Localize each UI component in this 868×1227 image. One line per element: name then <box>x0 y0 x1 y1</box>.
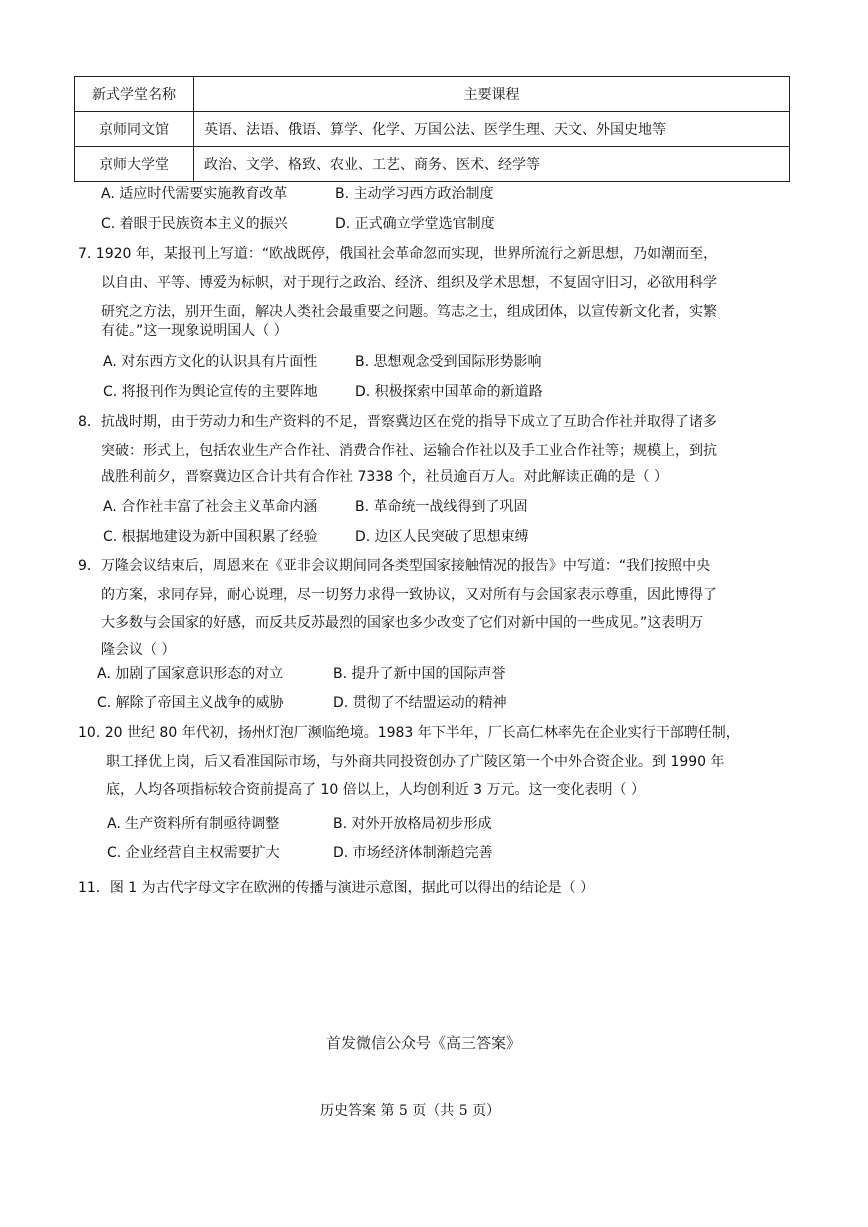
table-row <box>75 147 790 182</box>
q7-stem-line: 研究之方法，别开生面，解决人类社会最重要之问题。笃志之士，组成团体，以宣传新文化者，实繁 <box>101 304 717 320</box>
q6-option-c: C. 着眼于民族资本主义的振兴 <box>101 216 288 232</box>
q10-stem-line: 底，人均各项指标较合资前提高了 10 倍以上，人均创利近 3 万元。这一变化表明（ ） <box>106 782 645 798</box>
q7-stem-line: 有徒。”这一现象说明国人（ ） <box>101 323 288 339</box>
q6-option-b: B. 主动学习西方政治制度 <box>335 186 494 202</box>
q9-option-b: B. 提升了新中国的国际声誉 <box>333 666 506 682</box>
q8-option-c: C. 根据地建设为新中国积累了经验 <box>103 529 318 545</box>
q9-option-d: D. 贯彻了不结盟运动的精神 <box>333 695 507 711</box>
q10-option-a: A. 生产资料所有制亟待调整 <box>107 816 280 832</box>
table-header-row <box>75 77 790 112</box>
q6-option-d: D. 正式确立学堂选官制度 <box>335 216 495 232</box>
q9-option-a: A. 加剧了国家意识形态的对立 <box>97 666 284 682</box>
table-cell: 政治、文学、格致、农业、工艺、商务、医术、经学等 <box>194 147 790 182</box>
q10-stem-line: 职工择优上岗，后又看准国际市场，与外商共同投资创办了广陵区第一个中外合资企业。到 1990 年 <box>106 754 725 770</box>
table-header-cell: 主要课程 <box>194 77 790 112</box>
q10-option-c: C. 企业经营自主权需要扩大 <box>107 845 280 861</box>
q9-stem-line: 隆会议（ ） <box>101 642 176 658</box>
q11-stem-line: 11．图 1 为古代字母文字在欧洲的传播与演进示意图，据此可以得出的结论是（ ） <box>78 880 595 896</box>
q8-stem-line: 8．抗战时期，由于劳动力和生产资料的不足，晋察冀边区在党的指导下成立了互助合作社并取得了诸多 <box>78 414 717 430</box>
q8-stem-line: 战胜利前夕，晋察冀边区合计共有合作社 7338 个，社员逾百万人。对此解读正确的是（ ） <box>101 469 668 485</box>
table-row <box>75 112 790 147</box>
watermark-text: 首发微信公众号《高三答案》 <box>326 1034 522 1052</box>
q8-option-a: A. 合作社丰富了社会主义革命内涵 <box>103 499 318 515</box>
q8-stem-line: 突破：形式上，包括农业生产合作社、消费合作社、运输合作社以及手工业合作社等；规模上，到抗 <box>101 443 717 459</box>
q10-option-b: B. 对外开放格局初步形成 <box>333 816 492 832</box>
table-cell: 英语、法语、俄语、算学、化学、万国公法、医学生理、天文、外国史地等 <box>194 112 790 147</box>
table-cell: 京师大学堂 <box>75 147 194 182</box>
table-cell: 京师同文馆 <box>75 112 194 147</box>
q10-option-d: D. 市场经济体制渐趋完善 <box>333 845 493 861</box>
q7-stem-line: 7. 1920 年，某报刊上写道：“欧战既停，俄国社会革命忽而实现，世界所流行之新思想，乃如潮而至， <box>78 246 718 262</box>
q8-option-d: D. 边区人民突破了思想束缚 <box>355 529 529 545</box>
q9-stem-line: 大多数与会国家的好感，而反共反苏最烈的国家也多少改变了它们对新中国的一些成见。”这表明万 <box>101 615 704 631</box>
q6-option-a: A. 适应时代需要实施教育改革 <box>101 186 288 202</box>
q7-stem-line: 以自由、平等、博爱为标帜，对于现行之政治、经济、组织及学术思想，不复固守旧习，必欲用科学 <box>101 275 717 291</box>
q7-option-a: A. 对东西方文化的认识具有片面性 <box>103 354 318 370</box>
q10-stem-line: 10. 20 世纪 80 年代初，扬州灯泡厂濒临绝境。1983 年下半年，厂长高仁林率先在企业实行干部聘任制， <box>78 725 740 741</box>
q8-option-b: B. 革命统一战线得到了巩固 <box>355 499 528 515</box>
q9-stem-line: 9．万隆会议结束后，周恩来在《亚非会议期间同各类型国家接触情况的报告》中写道：“我们按照中央 <box>78 558 711 574</box>
q7-option-c: C. 将报刊作为舆论宣传的主要阵地 <box>103 384 318 400</box>
q9-stem-line: 的方案，求同存异，耐心说理，尽一切努力求得一致协议，又对所有与会国家表示尊重，因此博得了 <box>101 587 717 603</box>
course-table <box>74 76 790 182</box>
q7-option-d: D. 积极探索中国革命的新道路 <box>355 384 543 400</box>
page-footer: 历史答案 第 5 页（共 5 页） <box>320 1103 501 1119</box>
q9-option-c: C. 解除了帝国主义战争的威胁 <box>97 695 284 711</box>
table-header-cell: 新式学堂名称 <box>75 77 194 112</box>
q7-option-b: B. 思想观念受到国际形势影响 <box>355 354 542 370</box>
